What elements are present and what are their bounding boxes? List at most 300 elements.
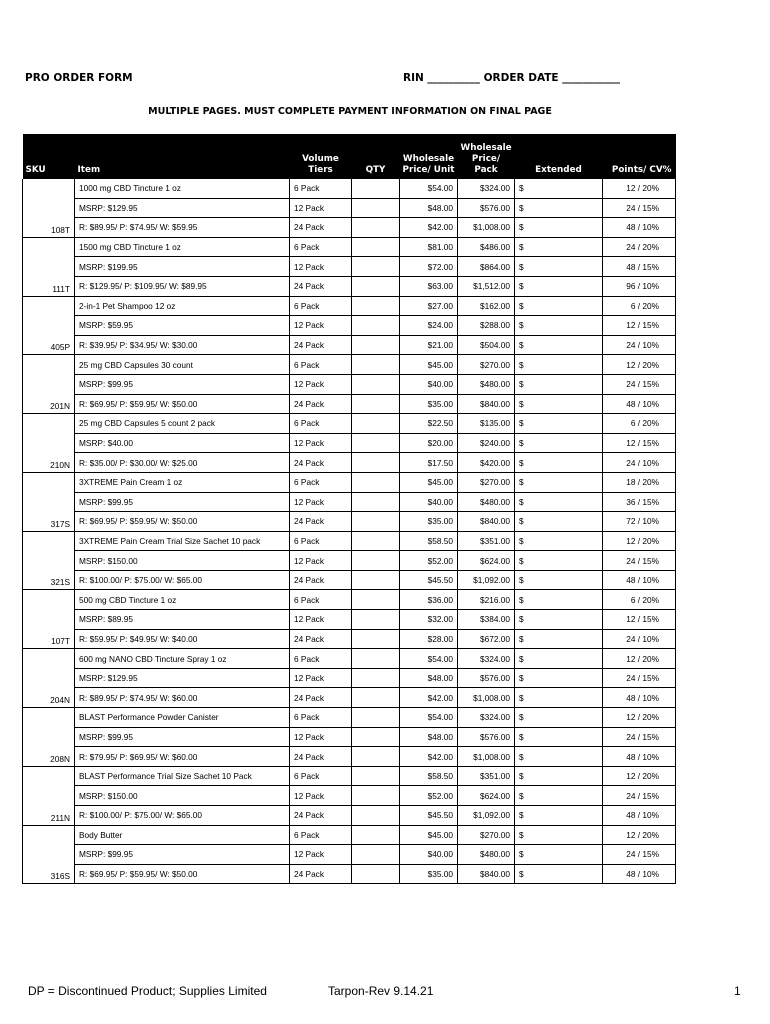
volume-tier-cell: 6 Pack bbox=[290, 237, 352, 257]
table-row bbox=[23, 668, 676, 688]
volume-tier-cell: 24 Pack bbox=[290, 570, 352, 590]
qty-input-cell[interactable] bbox=[352, 394, 400, 414]
wholesale-pack-cell: $270.00 bbox=[458, 825, 515, 845]
points-cell: 24 / 15% bbox=[603, 786, 676, 806]
footer-legend: DP = Discontinued Product; Supplies Limited bbox=[28, 984, 267, 998]
wholesale-unit-cell: $81.00 bbox=[400, 237, 458, 257]
extended-cell[interactable]: $ bbox=[515, 845, 603, 865]
points-cell: 48 / 10% bbox=[603, 218, 676, 238]
extended-cell[interactable]: $ bbox=[515, 394, 603, 414]
item-cell: BLAST Performance Trial Size Sachet 10 Pack bbox=[75, 766, 290, 786]
volume-tier-cell: 6 Pack bbox=[290, 531, 352, 551]
item-cell: 3XTREME Pain Cream 1 oz bbox=[75, 472, 290, 492]
points-cell: 48 / 10% bbox=[603, 864, 676, 884]
table-row bbox=[23, 766, 676, 786]
wholesale-unit-cell: $42.00 bbox=[400, 688, 458, 708]
qty-input-cell[interactable] bbox=[352, 610, 400, 630]
extended-cell[interactable]: $ bbox=[515, 335, 603, 355]
wholesale-unit-cell: $52.00 bbox=[400, 551, 458, 571]
wholesale-unit-cell: $42.00 bbox=[400, 747, 458, 767]
extended-cell[interactable]: $ bbox=[515, 590, 603, 610]
volume-tier-cell: 12 Pack bbox=[290, 198, 352, 218]
item-cell: 1500 mg CBD Tincture 1 oz bbox=[75, 237, 290, 257]
wholesale-pack-cell: $486.00 bbox=[458, 237, 515, 257]
table-row bbox=[23, 825, 676, 845]
volume-tier-cell: 12 Pack bbox=[290, 610, 352, 630]
table-row bbox=[23, 335, 676, 355]
col-header-item: Item bbox=[75, 134, 290, 179]
wholesale-pack-cell: $1,008.00 bbox=[458, 747, 515, 767]
points-cell: 24 / 15% bbox=[603, 668, 676, 688]
extended-cell[interactable]: $ bbox=[515, 316, 603, 336]
extended-cell[interactable]: $ bbox=[515, 766, 603, 786]
points-cell: 24 / 15% bbox=[603, 374, 676, 394]
wholesale-unit-cell: $63.00 bbox=[400, 276, 458, 296]
wholesale-unit-cell: $35.00 bbox=[400, 394, 458, 414]
qty-input-cell[interactable] bbox=[352, 766, 400, 786]
table-row bbox=[23, 610, 676, 630]
item-cell: R: $69.95/ P: $59.95/ W: $50.00 bbox=[75, 512, 290, 532]
wholesale-unit-cell: $22.50 bbox=[400, 414, 458, 434]
wholesale-pack-cell: $288.00 bbox=[458, 316, 515, 336]
item-cell: R: $129.95/ P: $109.95/ W: $89.95 bbox=[75, 276, 290, 296]
table-row bbox=[23, 688, 676, 708]
wholesale-pack-cell: $840.00 bbox=[458, 864, 515, 884]
qty-input-cell[interactable] bbox=[352, 237, 400, 257]
wholesale-pack-cell: $576.00 bbox=[458, 727, 515, 747]
volume-tier-cell: 24 Pack bbox=[290, 806, 352, 826]
extended-cell[interactable]: $ bbox=[515, 218, 603, 238]
wholesale-unit-cell: $27.00 bbox=[400, 296, 458, 316]
volume-tier-cell: 12 Pack bbox=[290, 374, 352, 394]
wholesale-unit-cell: $35.00 bbox=[400, 864, 458, 884]
volume-tier-cell: 12 Pack bbox=[290, 316, 352, 336]
item-cell: R: $100.00/ P: $75.00/ W: $65.00 bbox=[75, 570, 290, 590]
volume-tier-cell: 24 Pack bbox=[290, 864, 352, 884]
qty-input-cell[interactable] bbox=[352, 688, 400, 708]
wholesale-unit-cell: $32.00 bbox=[400, 610, 458, 630]
wholesale-pack-cell: $1,512.00 bbox=[458, 276, 515, 296]
col-header-qty: QTY bbox=[352, 134, 400, 179]
volume-tier-cell: 24 Pack bbox=[290, 276, 352, 296]
extended-cell[interactable]: $ bbox=[515, 257, 603, 277]
extended-cell[interactable]: $ bbox=[515, 825, 603, 845]
extended-cell[interactable]: $ bbox=[515, 179, 603, 198]
qty-input-cell[interactable] bbox=[352, 668, 400, 688]
volume-tier-cell: 12 Pack bbox=[290, 492, 352, 512]
volume-tier-cell: 6 Pack bbox=[290, 472, 352, 492]
extended-cell[interactable]: $ bbox=[515, 864, 603, 884]
form-header bbox=[25, 72, 675, 88]
points-cell: 6 / 20% bbox=[603, 590, 676, 610]
wholesale-unit-cell: $54.00 bbox=[400, 708, 458, 728]
wholesale-unit-cell: $54.00 bbox=[400, 649, 458, 669]
table-row bbox=[23, 492, 676, 512]
item-cell: R: $100.00/ P: $75.00/ W: $65.00 bbox=[75, 806, 290, 826]
table-row bbox=[23, 179, 676, 198]
sku-cell: 211N bbox=[23, 766, 75, 825]
table-row bbox=[23, 414, 676, 434]
extended-cell[interactable]: $ bbox=[515, 551, 603, 571]
qty-input-cell[interactable] bbox=[352, 806, 400, 826]
qty-input-cell[interactable] bbox=[352, 414, 400, 434]
points-cell: 12 / 20% bbox=[603, 179, 676, 198]
sku-cell: 107T bbox=[23, 590, 75, 649]
col-header-volume-tiers: Volume Tiers bbox=[290, 134, 352, 179]
extended-cell[interactable]: $ bbox=[515, 649, 603, 669]
item-cell: 500 mg CBD Tincture 1 oz bbox=[75, 590, 290, 610]
volume-tier-cell: 24 Pack bbox=[290, 512, 352, 532]
volume-tier-cell: 24 Pack bbox=[290, 335, 352, 355]
table-row bbox=[23, 649, 676, 669]
wholesale-pack-cell: $270.00 bbox=[458, 472, 515, 492]
points-cell: 12 / 15% bbox=[603, 610, 676, 630]
extended-cell[interactable]: $ bbox=[515, 492, 603, 512]
wholesale-unit-cell: $48.00 bbox=[400, 198, 458, 218]
qty-input-cell[interactable] bbox=[352, 492, 400, 512]
table-row bbox=[23, 316, 676, 336]
wholesale-unit-cell: $40.00 bbox=[400, 374, 458, 394]
extended-cell[interactable]: $ bbox=[515, 296, 603, 316]
wholesale-pack-cell: $351.00 bbox=[458, 766, 515, 786]
wholesale-pack-cell: $162.00 bbox=[458, 296, 515, 316]
table-row bbox=[23, 374, 676, 394]
points-cell: 24 / 10% bbox=[603, 335, 676, 355]
wholesale-pack-cell: $624.00 bbox=[458, 786, 515, 806]
item-cell: 3XTREME Pain Cream Trial Size Sachet 10 pack bbox=[75, 531, 290, 551]
table-row bbox=[23, 806, 676, 826]
volume-tier-cell: 6 Pack bbox=[290, 649, 352, 669]
qty-input-cell[interactable] bbox=[352, 590, 400, 610]
volume-tier-cell: 6 Pack bbox=[290, 825, 352, 845]
points-cell: 48 / 15% bbox=[603, 257, 676, 277]
qty-input-cell[interactable] bbox=[352, 257, 400, 277]
item-cell: MSRP: $150.00 bbox=[75, 551, 290, 571]
wholesale-pack-cell: $576.00 bbox=[458, 198, 515, 218]
qty-input-cell[interactable] bbox=[352, 531, 400, 551]
col-header-points: Points/ CV% bbox=[603, 134, 676, 179]
qty-input-cell[interactable] bbox=[352, 335, 400, 355]
points-cell: 24 / 20% bbox=[603, 237, 676, 257]
sku-cell: 317S bbox=[23, 472, 75, 531]
table-row bbox=[23, 551, 676, 571]
table-row bbox=[23, 257, 676, 277]
volume-tier-cell: 12 Pack bbox=[290, 668, 352, 688]
extended-cell[interactable]: $ bbox=[515, 570, 603, 590]
item-cell: R: $89.95/ P: $74.95/ W: $59.95 bbox=[75, 218, 290, 238]
payment-notice: MULTIPLE PAGES. MUST COMPLETE PAYMENT INFORMATION ON FINAL PAGE bbox=[148, 106, 552, 117]
table-row bbox=[23, 218, 676, 238]
wholesale-unit-cell: $58.50 bbox=[400, 766, 458, 786]
wholesale-pack-cell: $384.00 bbox=[458, 610, 515, 630]
item-cell: MSRP: $99.95 bbox=[75, 727, 290, 747]
wholesale-pack-cell: $420.00 bbox=[458, 453, 515, 473]
points-cell: 24 / 15% bbox=[603, 198, 676, 218]
wholesale-unit-cell: $45.00 bbox=[400, 472, 458, 492]
volume-tier-cell: 6 Pack bbox=[290, 766, 352, 786]
table-row bbox=[23, 708, 676, 728]
qty-input-cell[interactable] bbox=[352, 179, 400, 198]
table-row bbox=[23, 355, 676, 375]
qty-input-cell[interactable] bbox=[352, 472, 400, 492]
wholesale-pack-cell: $324.00 bbox=[458, 649, 515, 669]
volume-tier-cell: 12 Pack bbox=[290, 257, 352, 277]
order-table bbox=[22, 134, 676, 884]
points-cell: 12 / 20% bbox=[603, 708, 676, 728]
volume-tier-cell: 6 Pack bbox=[290, 296, 352, 316]
volume-tier-cell: 12 Pack bbox=[290, 727, 352, 747]
table-row bbox=[23, 570, 676, 590]
volume-tier-cell: 6 Pack bbox=[290, 590, 352, 610]
qty-input-cell[interactable] bbox=[352, 374, 400, 394]
item-cell: 25 mg CBD Capsules 30 count bbox=[75, 355, 290, 375]
points-cell: 24 / 10% bbox=[603, 453, 676, 473]
wholesale-pack-cell: $480.00 bbox=[458, 492, 515, 512]
sku-cell: 405P bbox=[23, 296, 75, 355]
item-cell: R: $59.95/ P: $49.95/ W: $40.00 bbox=[75, 629, 290, 649]
volume-tier-cell: 12 Pack bbox=[290, 845, 352, 865]
table-row bbox=[23, 590, 676, 610]
item-cell: MSRP: $99.95 bbox=[75, 374, 290, 394]
extended-cell[interactable]: $ bbox=[515, 355, 603, 375]
wholesale-pack-cell: $240.00 bbox=[458, 433, 515, 453]
wholesale-unit-cell: $45.50 bbox=[400, 806, 458, 826]
extended-cell[interactable]: $ bbox=[515, 806, 603, 826]
wholesale-pack-cell: $672.00 bbox=[458, 629, 515, 649]
extended-cell[interactable]: $ bbox=[515, 472, 603, 492]
qty-input-cell[interactable] bbox=[352, 355, 400, 375]
points-cell: 24 / 15% bbox=[603, 727, 676, 747]
wholesale-unit-cell: $52.00 bbox=[400, 786, 458, 806]
qty-input-cell[interactable] bbox=[352, 649, 400, 669]
qty-input-cell[interactable] bbox=[352, 864, 400, 884]
points-cell: 24 / 15% bbox=[603, 845, 676, 865]
item-cell: R: $79.95/ P: $69.95/ W: $60.00 bbox=[75, 747, 290, 767]
qty-input-cell[interactable] bbox=[352, 198, 400, 218]
extended-cell[interactable]: $ bbox=[515, 727, 603, 747]
wholesale-pack-cell: $504.00 bbox=[458, 335, 515, 355]
qty-input-cell[interactable] bbox=[352, 727, 400, 747]
points-cell: 12 / 15% bbox=[603, 316, 676, 336]
volume-tier-cell: 12 Pack bbox=[290, 433, 352, 453]
qty-input-cell[interactable] bbox=[352, 629, 400, 649]
volume-tier-cell: 24 Pack bbox=[290, 453, 352, 473]
item-cell: MSRP: $199.95 bbox=[75, 257, 290, 277]
extended-cell[interactable]: $ bbox=[515, 531, 603, 551]
qty-input-cell[interactable] bbox=[352, 316, 400, 336]
sku-cell: 204N bbox=[23, 649, 75, 708]
item-cell: 1000 mg CBD Tincture 1 oz bbox=[75, 179, 290, 198]
volume-tier-cell: 24 Pack bbox=[290, 747, 352, 767]
volume-tier-cell: 6 Pack bbox=[290, 414, 352, 434]
volume-tier-cell: 24 Pack bbox=[290, 688, 352, 708]
points-cell: 12 / 20% bbox=[603, 355, 676, 375]
wholesale-pack-cell: $576.00 bbox=[458, 668, 515, 688]
extended-cell[interactable]: $ bbox=[515, 512, 603, 532]
wholesale-unit-cell: $48.00 bbox=[400, 668, 458, 688]
qty-input-cell[interactable] bbox=[352, 786, 400, 806]
table-row bbox=[23, 394, 676, 414]
extended-cell[interactable]: $ bbox=[515, 786, 603, 806]
item-cell: MSRP: $129.95 bbox=[75, 198, 290, 218]
wholesale-unit-cell: $45.00 bbox=[400, 355, 458, 375]
points-cell: 48 / 10% bbox=[603, 394, 676, 414]
qty-input-cell[interactable] bbox=[352, 512, 400, 532]
extended-cell[interactable]: $ bbox=[515, 688, 603, 708]
table-row bbox=[23, 276, 676, 296]
extended-cell[interactable]: $ bbox=[515, 198, 603, 218]
item-cell: 25 mg CBD Capsules 5 count 2 pack bbox=[75, 414, 290, 434]
qty-input-cell[interactable] bbox=[352, 551, 400, 571]
wholesale-unit-cell: $72.00 bbox=[400, 257, 458, 277]
table-header-row bbox=[23, 134, 676, 179]
points-cell: 96 / 10% bbox=[603, 276, 676, 296]
item-cell: MSRP: $89.95 bbox=[75, 610, 290, 630]
item-cell: MSRP: $99.95 bbox=[75, 492, 290, 512]
sku-cell: 316S bbox=[23, 825, 75, 884]
table-row bbox=[23, 296, 676, 316]
form-title: PRO ORDER FORM bbox=[25, 72, 133, 84]
points-cell: 48 / 10% bbox=[603, 688, 676, 708]
wholesale-unit-cell: $24.00 bbox=[400, 316, 458, 336]
table-row bbox=[23, 472, 676, 492]
table-row bbox=[23, 727, 676, 747]
table-row bbox=[23, 845, 676, 865]
volume-tier-cell: 24 Pack bbox=[290, 218, 352, 238]
item-cell: Body Butter bbox=[75, 825, 290, 845]
footer-revision: Tarpon-Rev 9.14.21 bbox=[328, 984, 434, 998]
qty-input-cell[interactable] bbox=[352, 747, 400, 767]
table-row bbox=[23, 786, 676, 806]
points-cell: 24 / 15% bbox=[603, 551, 676, 571]
wholesale-pack-cell: $351.00 bbox=[458, 531, 515, 551]
wholesale-pack-cell: $324.00 bbox=[458, 179, 515, 198]
wholesale-unit-cell: $42.00 bbox=[400, 218, 458, 238]
qty-input-cell[interactable] bbox=[352, 825, 400, 845]
extended-cell[interactable]: $ bbox=[515, 237, 603, 257]
item-cell: 2-in-1 Pet Shampoo 12 oz bbox=[75, 296, 290, 316]
extended-cell[interactable]: $ bbox=[515, 708, 603, 728]
wholesale-unit-cell: $45.50 bbox=[400, 570, 458, 590]
table-row bbox=[23, 864, 676, 884]
points-cell: 6 / 20% bbox=[603, 296, 676, 316]
qty-input-cell[interactable] bbox=[352, 296, 400, 316]
item-cell: MSRP: $59.95 bbox=[75, 316, 290, 336]
wholesale-pack-cell: $864.00 bbox=[458, 257, 515, 277]
points-cell: 72 / 10% bbox=[603, 512, 676, 532]
item-cell: R: $69.95/ P: $59.95/ W: $50.00 bbox=[75, 394, 290, 414]
wholesale-pack-cell: $1,092.00 bbox=[458, 806, 515, 826]
wholesale-unit-cell: $36.00 bbox=[400, 590, 458, 610]
col-header-wholesale-unit: Wholesale Price/ Unit bbox=[400, 134, 458, 179]
sku-cell: 111T bbox=[23, 237, 75, 296]
wholesale-pack-cell: $1,092.00 bbox=[458, 570, 515, 590]
wholesale-unit-cell: $58.50 bbox=[400, 531, 458, 551]
wholesale-unit-cell: $35.00 bbox=[400, 512, 458, 532]
item-cell: MSRP: $129.95 bbox=[75, 668, 290, 688]
extended-cell[interactable]: $ bbox=[515, 668, 603, 688]
item-cell: R: $35.00/ P: $30.00/ W: $25.00 bbox=[75, 453, 290, 473]
col-header-sku: SKU bbox=[23, 134, 75, 179]
qty-input-cell[interactable] bbox=[352, 708, 400, 728]
points-cell: 12 / 20% bbox=[603, 766, 676, 786]
table-row bbox=[23, 747, 676, 767]
wholesale-unit-cell: $48.00 bbox=[400, 727, 458, 747]
item-cell: MSRP: $99.95 bbox=[75, 845, 290, 865]
item-cell: R: $39.95/ P: $34.95/ W: $30.00 bbox=[75, 335, 290, 355]
extended-cell[interactable]: $ bbox=[515, 276, 603, 296]
wholesale-unit-cell: $40.00 bbox=[400, 492, 458, 512]
wholesale-pack-cell: $1,008.00 bbox=[458, 218, 515, 238]
wholesale-unit-cell: $45.00 bbox=[400, 825, 458, 845]
extended-cell[interactable]: $ bbox=[515, 629, 603, 649]
qty-input-cell[interactable] bbox=[352, 570, 400, 590]
extended-cell[interactable]: $ bbox=[515, 433, 603, 453]
points-cell: 48 / 10% bbox=[603, 570, 676, 590]
wholesale-pack-cell: $270.00 bbox=[458, 355, 515, 375]
item-cell: 600 mg NANO CBD Tincture Spray 1 oz bbox=[75, 649, 290, 669]
points-cell: 12 / 20% bbox=[603, 649, 676, 669]
order-body bbox=[23, 179, 676, 884]
qty-input-cell[interactable] bbox=[352, 845, 400, 865]
table-row bbox=[23, 433, 676, 453]
qty-input-cell[interactable] bbox=[352, 276, 400, 296]
wholesale-pack-cell: $840.00 bbox=[458, 512, 515, 532]
volume-tier-cell: 6 Pack bbox=[290, 708, 352, 728]
footer-page-number: 1 bbox=[734, 984, 741, 998]
points-cell: 12 / 20% bbox=[603, 531, 676, 551]
sku-cell: 321S bbox=[23, 531, 75, 590]
qty-input-cell[interactable] bbox=[352, 218, 400, 238]
wholesale-unit-cell: $28.00 bbox=[400, 629, 458, 649]
table-row bbox=[23, 629, 676, 649]
wholesale-pack-cell: $480.00 bbox=[458, 845, 515, 865]
volume-tier-cell: 6 Pack bbox=[290, 179, 352, 198]
wholesale-pack-cell: $480.00 bbox=[458, 374, 515, 394]
table-row bbox=[23, 237, 676, 257]
points-cell: 6 / 20% bbox=[603, 414, 676, 434]
points-cell: 12 / 15% bbox=[603, 433, 676, 453]
extended-cell[interactable]: $ bbox=[515, 747, 603, 767]
wholesale-pack-cell: $135.00 bbox=[458, 414, 515, 434]
table-row bbox=[23, 453, 676, 473]
extended-cell[interactable]: $ bbox=[515, 610, 603, 630]
rin-order-date-line: RIN __________ ORDER DATE ___________ bbox=[403, 72, 620, 84]
table-row bbox=[23, 531, 676, 551]
wholesale-pack-cell: $324.00 bbox=[458, 708, 515, 728]
table-row bbox=[23, 198, 676, 218]
extended-cell[interactable]: $ bbox=[515, 453, 603, 473]
points-cell: 36 / 15% bbox=[603, 492, 676, 512]
qty-input-cell[interactable] bbox=[352, 433, 400, 453]
points-cell: 48 / 10% bbox=[603, 747, 676, 767]
sku-cell: 210N bbox=[23, 414, 75, 473]
volume-tier-cell: 24 Pack bbox=[290, 629, 352, 649]
points-cell: 18 / 20% bbox=[603, 472, 676, 492]
item-cell: BLAST Performance Powder Canister bbox=[75, 708, 290, 728]
wholesale-unit-cell: $17.50 bbox=[400, 453, 458, 473]
item-cell: MSRP: $150.00 bbox=[75, 786, 290, 806]
wholesale-pack-cell: $216.00 bbox=[458, 590, 515, 610]
item-cell: R: $69.95/ P: $59.95/ W: $50.00 bbox=[75, 864, 290, 884]
volume-tier-cell: 24 Pack bbox=[290, 394, 352, 414]
qty-input-cell[interactable] bbox=[352, 453, 400, 473]
wholesale-pack-cell: $840.00 bbox=[458, 394, 515, 414]
extended-cell[interactable]: $ bbox=[515, 414, 603, 434]
extended-cell[interactable]: $ bbox=[515, 374, 603, 394]
wholesale-unit-cell: $54.00 bbox=[400, 179, 458, 198]
col-header-extended: Extended bbox=[515, 134, 603, 179]
